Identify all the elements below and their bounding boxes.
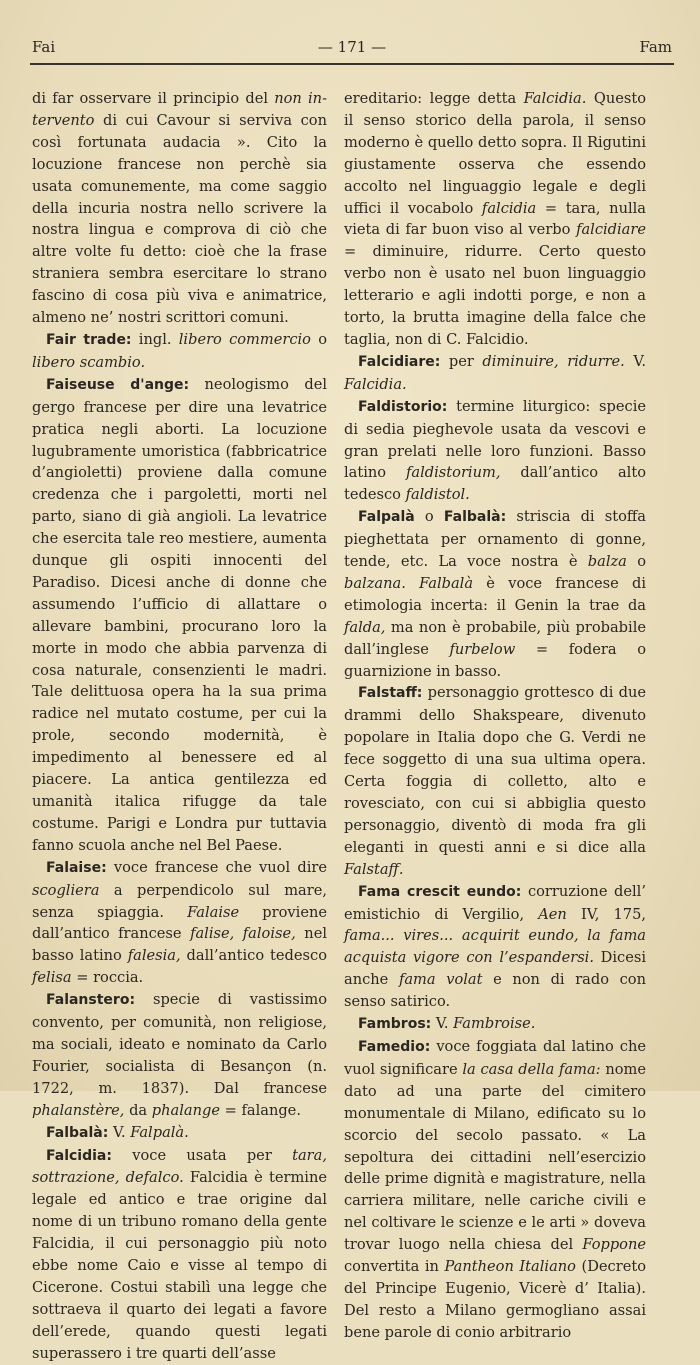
dictionary-entry — [32, 857, 327, 989]
italic-text: faldistorium, — [406, 464, 501, 482]
dictionary-entry — [344, 881, 646, 1013]
entry-text: (Decreto del Principe Eugenio, Vicerè d’ Italia). Del resto a Milano germogliano assai bene parole di conio arbitrario — [344, 1258, 646, 1341]
headword: Falpalà — [358, 509, 415, 526]
entry-text: proviene dall’antico francese — [32, 903, 327, 943]
italic-text: diminuire, ridurre. — [482, 352, 625, 370]
italic-text: falcidia — [481, 199, 537, 217]
entry-text: = tara, nulla vieta di far buon viso al verbo — [344, 199, 647, 239]
headword: Fair trade: — [46, 331, 132, 348]
entry-text: e non di rado con senso satirico. — [344, 971, 646, 1011]
entry-text: dall’antico alto tedesco — [344, 464, 646, 504]
headword: Falanstero: — [46, 992, 136, 1009]
italic-text: Falstaff. — [344, 860, 404, 878]
italic-text: furbelow — [449, 640, 516, 658]
entry-text: specie di vastissimo convento, per comunità, non religiose, ma sociali, ideato e nominato da Carlo Fourier, socialista di Besançon (n. 1722, m. 1837). Dal francese — [32, 991, 327, 1097]
italic-text: phalanstère, — [32, 1101, 125, 1119]
entry-text: convertita in — [344, 1258, 445, 1276]
italic-text: la casa della fama: — [462, 1060, 601, 1078]
headword: Faiseuse d'ange: — [46, 376, 190, 393]
entry-text: V. — [431, 1015, 454, 1033]
italic-text: falda, — [344, 618, 386, 636]
entry-text: = fodera o guarnizione in basso. — [344, 640, 646, 680]
entry-text: a perpendicolo sul mare, senza spiaggia. — [32, 881, 327, 921]
entry-text: voce foggiata dal latino che vuol significare — [344, 1037, 646, 1078]
entry-text: V. — [624, 352, 647, 370]
italic-text: faldistol. — [405, 486, 470, 504]
entry-text: dall’antico tedesco — [180, 947, 327, 965]
italic-text: Falcidia. — [523, 90, 587, 107]
dictionary-entry — [32, 88, 327, 329]
header-right-guide-word: Fam — [639, 38, 672, 56]
dictionary-entry — [32, 1122, 327, 1145]
entry-text: di far osservare il principio del — [32, 90, 275, 107]
entry-text: V. — [108, 1123, 131, 1141]
entry-text: è voce francese di etimologia incerta: il Genin la trae da — [344, 574, 646, 614]
page-number: — 171 — — [317, 38, 387, 56]
headword: Fambros: — [358, 1016, 432, 1033]
entry-text: ingl. — [131, 330, 179, 348]
italic-text: Fambroise. — [453, 1015, 536, 1033]
entry-text: nel basso latino — [32, 925, 327, 965]
dictionary-entry — [344, 506, 646, 682]
headword: Falcidia: — [46, 1147, 112, 1164]
italic-text: tara, sottrazione, defalco. — [32, 1146, 327, 1187]
entry-text: = falange. — [219, 1101, 301, 1119]
entry-text: per — [440, 352, 483, 370]
header-rule — [30, 63, 674, 65]
headword: Falbalà: — [46, 1124, 109, 1141]
left-column — [32, 88, 327, 1365]
entry-text: Questo il senso storico della parola, il senso moderno è quello detto sopra. Il Rigutini giustamente osserva che essendo accolto nel linguaggio legale e degli uffici il vocabolo — [344, 90, 647, 217]
entry-text: o — [414, 508, 444, 526]
entry-text: = diminuire, ridurre. Certo questo verbo non è usato nel buon linguaggio letterario e agli indotti porge, e non a torto, la brutta imagine della falce che taglia, non di C. Falcidio. — [344, 243, 646, 348]
italic-text: balzana. Falbalà — [344, 574, 474, 592]
headword: Falstaff: — [358, 685, 423, 702]
italic-text: Falcidia. — [344, 375, 407, 393]
entry-text: corruzione dell’ emistichio di Vergilio, — [344, 882, 646, 923]
dictionary-entry — [32, 374, 327, 857]
entry-text: striscia di stoffa pieghettata per ornamento di gonne, tende, etc. La voce nostra è — [344, 508, 646, 571]
italic-text: non in-tervento — [32, 90, 327, 129]
italic-text: fama... vires... acquirit eundo, la fama acquista vigore con l’espandersi. — [344, 927, 646, 967]
italic-text: felisa — [32, 969, 72, 987]
italic-text: Pantheon Italiano — [444, 1258, 576, 1276]
dictionary-entry — [344, 682, 646, 880]
entry-text: IV, 175, — [566, 905, 646, 923]
italic-text: libero commercio — [178, 330, 311, 348]
entry-text: di cui Cavour si serviva con così fortunata audacia ». Cito la locuzione francese non perchè sia usata comunemente, ma come saggio della incuria nostra nello scrivere la nostra lingua e comprova di ciò che altre volte fu detto: cioè che la frase straniera sembra esercitare lo strano fascino di cosa più viva e animatrice, almeno ne’ nostri scrittori comuni. — [32, 111, 327, 327]
dictionary-entry — [344, 1036, 646, 1344]
headword: Faldistorio: — [358, 398, 448, 415]
italic-text: Falaise — [187, 903, 240, 921]
italic-text: Foppone — [582, 1236, 646, 1254]
dictionary-entry — [32, 1145, 327, 1365]
italic-text: phalange — [151, 1101, 220, 1119]
headword: Famedio: — [358, 1038, 431, 1055]
running-head — [32, 38, 672, 60]
headword: Falaise: — [46, 859, 107, 876]
italic-text: falesia, — [127, 947, 181, 965]
entry-text: da — [124, 1101, 152, 1119]
entry-text: = roccia. — [71, 969, 144, 987]
italic-text: libero scambio. — [32, 353, 146, 371]
entry-text: personaggio grottesco di due drammi dello Shakspeare, divenuto popolare in Italia dopo che G. Verdi ne fece soggetto di una sua ultima opera. Certa foggia di colletto, alto e rovesciato, con cui si abbiglia questo personaggio, diventò di moda fra gli eleganti in questi anni e si dice alla — [344, 684, 646, 856]
italic-text: scogliera — [32, 881, 100, 899]
entry-text: nome dato ad una parte del cimitero monumentale di Milano, edificato su lo scorcio del secolo passato. « La sepoltura dei cittadini nell’esercizio delle prime dignità e magistrature, nella carriera militare, nelle cariche civili e nel coltivare le scienze e le arti » doveva trovar luogo nella chiesa del — [344, 1060, 646, 1254]
entry-text: Falcidia è termine legale ed antico e trae origine dal nome di un tribuno romano della gente Falcidia, il cui personaggio più noto ebbe nome Caio e visse al tempo di Cicerone. Costui stabilì una legge che sottraeva il quarto dei legati a favore dell’erede, quando questi legati superassero i tre quarti dell’asse — [32, 1169, 327, 1362]
italic-text: balza — [587, 553, 627, 571]
entry-text: Dicesi anche — [344, 949, 646, 989]
headword: Falcidiare: — [358, 353, 441, 370]
entry-text: voce usata per — [111, 1146, 293, 1164]
dictionary-entry — [344, 1013, 646, 1036]
entry-text: termine liturgico: specie di sedia pieghevole usata da vescovi e gran prelati nelle loro funzioni. Basso latino — [344, 397, 646, 482]
italic-text: falise, faloise, — [190, 925, 296, 943]
dictionary-entry — [344, 351, 646, 396]
dictionary-entry — [32, 329, 327, 374]
right-column — [344, 88, 646, 1344]
headword: Fama crescit eundo: — [358, 883, 522, 900]
italic-text: falcidiare — [576, 221, 646, 239]
italic-text: Aen — [538, 905, 567, 923]
italic-text: fama volat — [398, 971, 483, 989]
entry-text: voce francese che vuol dire — [106, 858, 327, 876]
entry-text: ma non è probabile, più probabile dall’inglese — [344, 618, 646, 658]
dictionary-entry — [344, 396, 646, 507]
entry-text: o — [626, 553, 646, 571]
italic-text: Falpalà. — [130, 1123, 189, 1141]
entry-text: o — [310, 330, 328, 348]
dictionary-entry — [32, 989, 327, 1121]
dictionary-entry — [344, 88, 646, 351]
header-left-guide-word: Fai — [32, 38, 56, 56]
headword: Falbalà: — [443, 509, 507, 526]
entry-text: neologismo del gergo francese per dire una levatrice pratica negli aborti. La locuzione lugubramente umoristica (fabbricatrice d’angioletti) proviene dalla comune credenza che i pargoletti, morti nel parto, siano di già angioli. La levatrice che esercita tale reo mestiere, aumenta dunque gli ospiti innocenti del Paradiso. Dicesi anche di donne che assumendo l’ufficio di allattare o allevare bambini, procurano loro la morte in modo che abbia parvenza di cosa naturale, consenzienti le madri. Tale delittuosa opera ha la sua prima radice nel mutato costume, per cui la prole, secondo modernità, è impedimento al benessere ed al piacere. La antica gentilezza ed umanità italica rifugge da tale costume. Parigi e Londra pur tuttavia fanno scuola anche nel Bel Paese. — [32, 375, 327, 854]
entry-text: ereditario: legge detta — [344, 90, 524, 107]
